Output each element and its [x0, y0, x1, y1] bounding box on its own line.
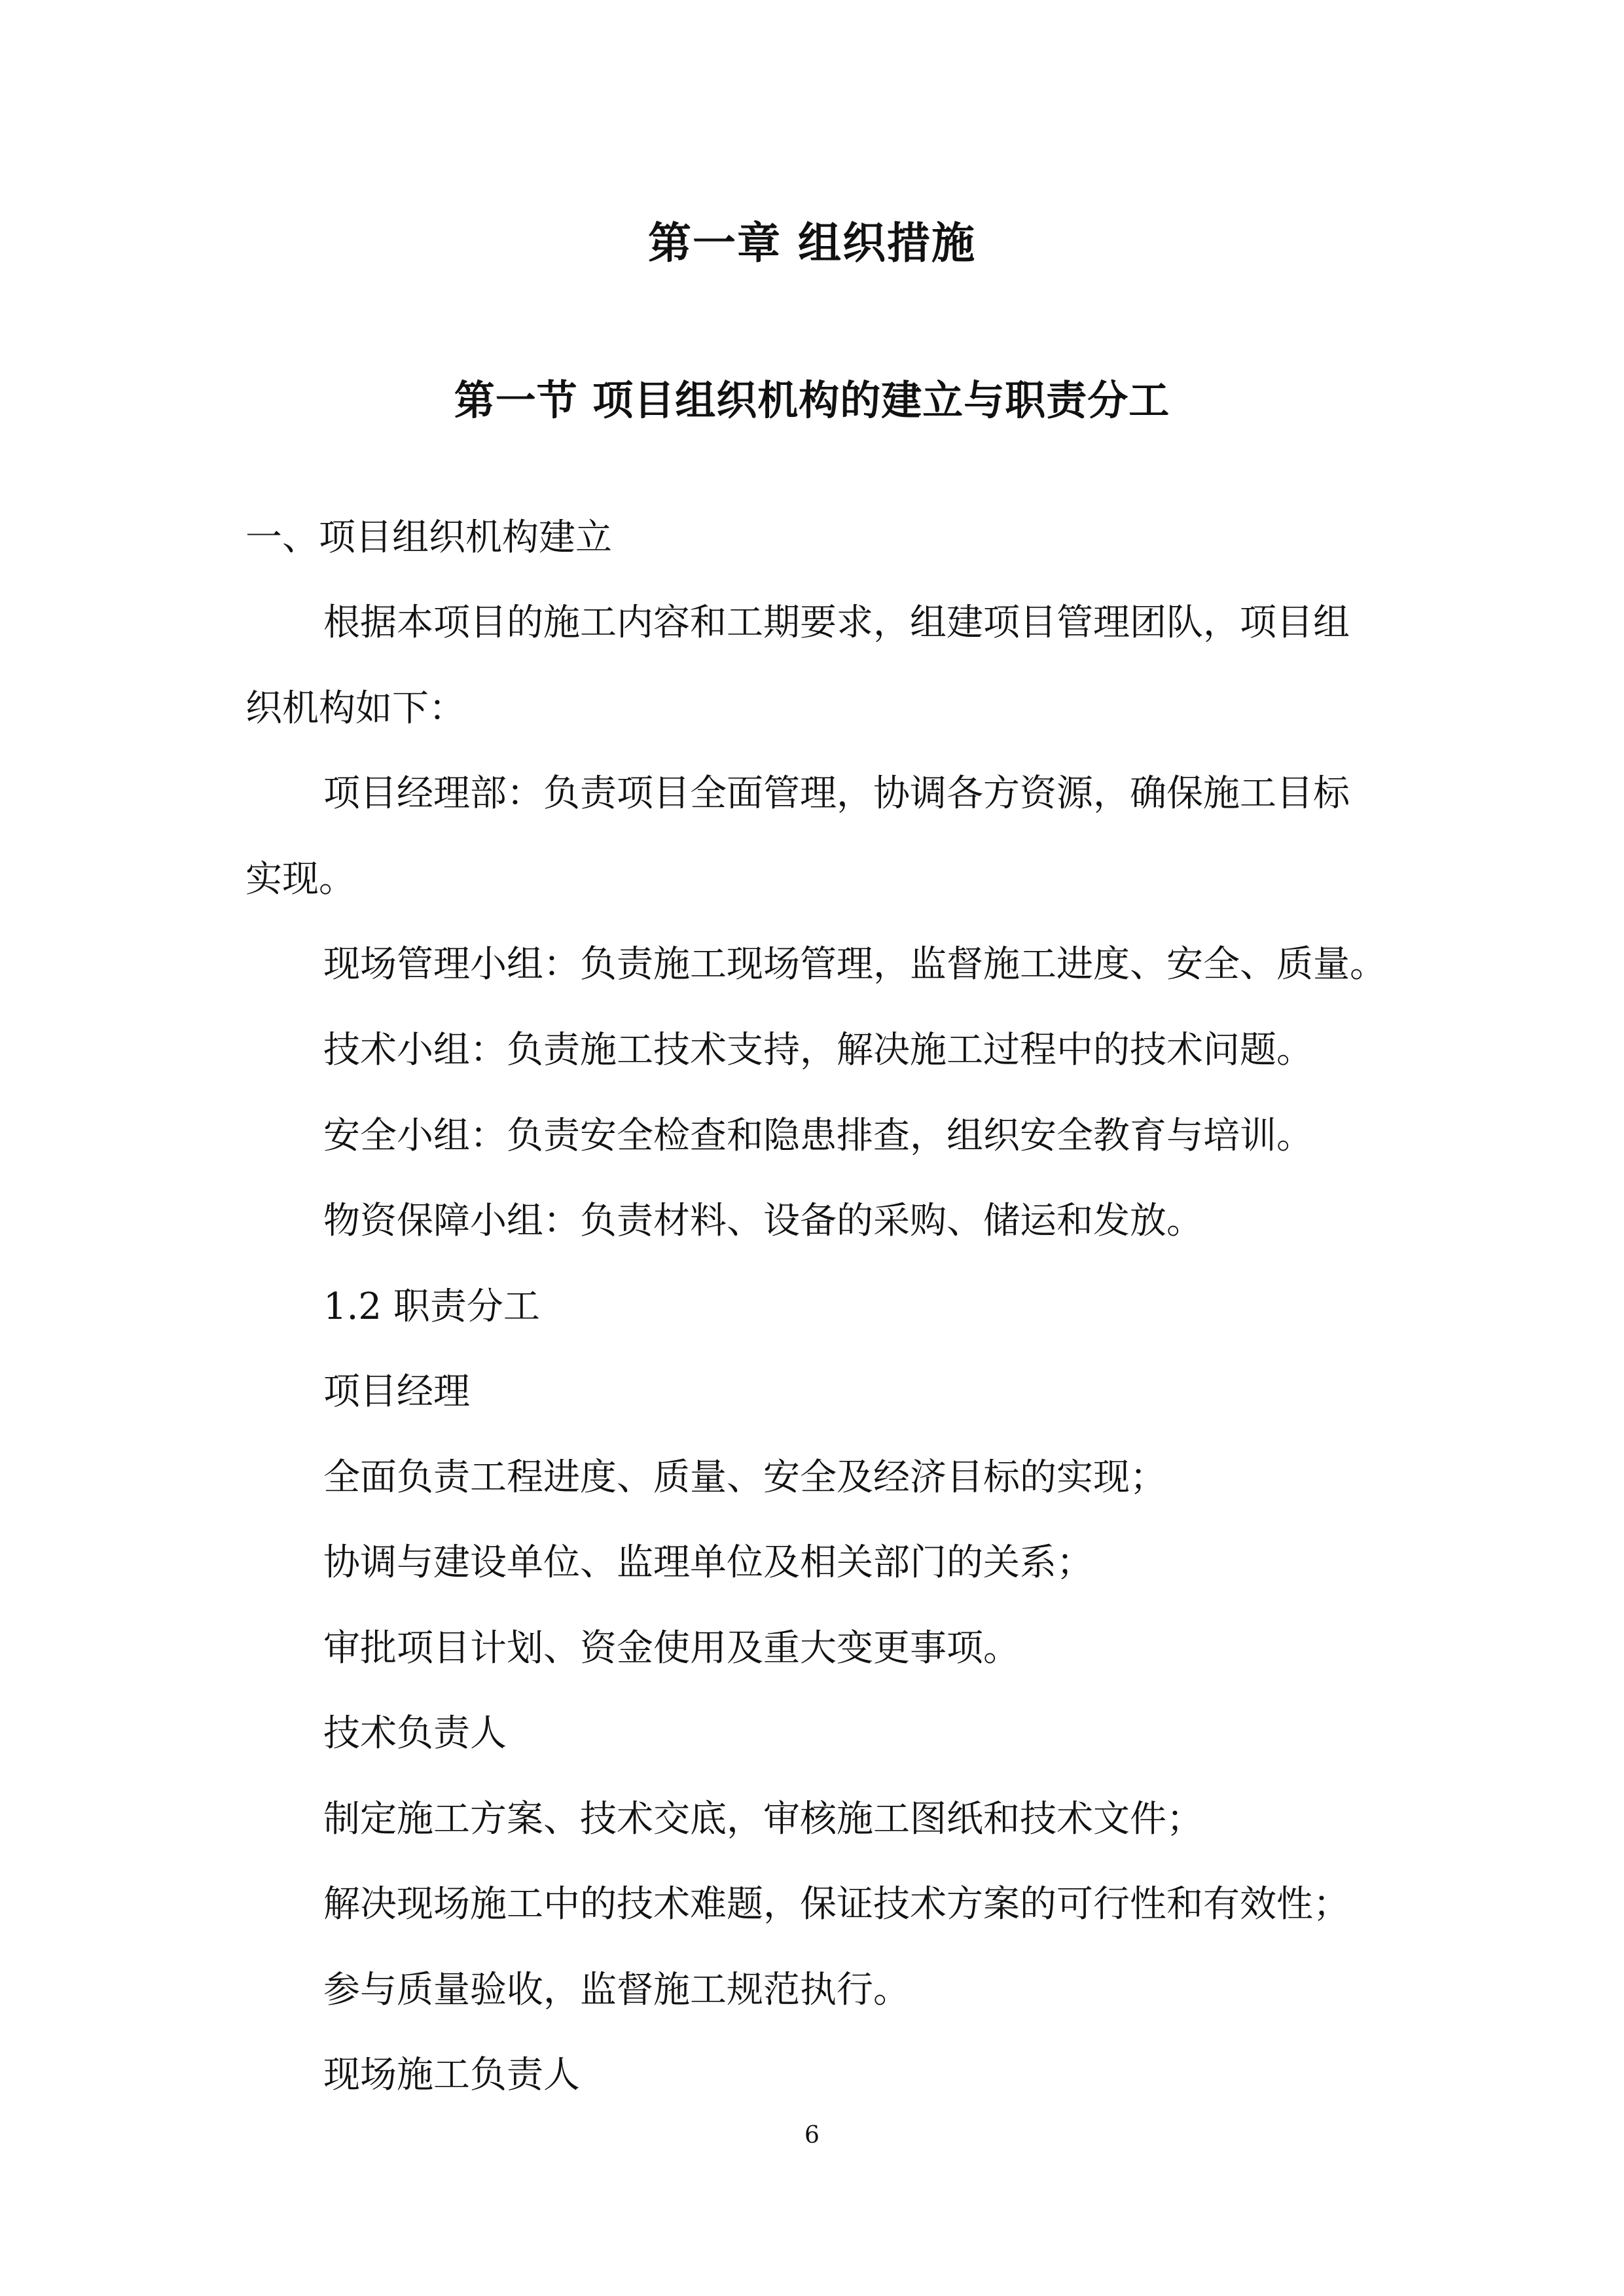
section-title: 第一节 项目组织机构的建立与职责分工: [454, 376, 1170, 424]
paragraph-tech-group: 技术小组：负责施工技术支持，解决施工过程中的技术问题。: [323, 1029, 1313, 1071]
chapter-title: 第一章 组织措施: [648, 217, 976, 268]
tech-duty-3: 参与质量验收，监督施工规范执行。: [323, 1969, 910, 2011]
role-tech-lead: 技术负责人: [323, 1712, 507, 1755]
paragraph-intro-line-1: 根据本项目的施工内容和工期要求，组建项目管理团队，项目组: [323, 601, 1350, 644]
paragraph-safety-group: 安全小组：负责安全检查和隐患排查，组织安全教育与培训。: [323, 1115, 1313, 1157]
paragraph-site-group: 现场管理小组：负责施工现场管理，监督施工进度、安全、质量。: [323, 943, 1386, 986]
paragraph-pm-dept-line-1: 项目经理部：负责项目全面管理，协调各方资源，确保施工目标: [323, 772, 1350, 815]
pm-duty-2: 协调与建设单位、监理单位及相关部门的关系；: [323, 1541, 1093, 1584]
page-number: 6: [804, 2122, 820, 2149]
heading-duty-division: 1.2 职责分工: [323, 1285, 540, 1328]
pm-duty-1: 全面负责工程进度、质量、安全及经济目标的实现；: [323, 1456, 1166, 1499]
paragraph-pm-dept-line-2: 实现。: [245, 858, 355, 901]
role-site-lead: 现场施工负责人: [323, 2054, 580, 2096]
paragraph-supply-group: 物资保障小组：负责材料、设备的采购、储运和发放。: [323, 1200, 1203, 1242]
heading-organization-setup: 一、项目组织机构建立: [245, 516, 612, 559]
pm-duty-3: 审批项目计划、资金使用及重大变更事项。: [323, 1627, 1020, 1670]
tech-duty-2: 解决现场施工中的技术难题，保证技术方案的可行性和有效性；: [323, 1883, 1350, 1926]
tech-duty-1: 制定施工方案、技术交底，审核施工图纸和技术文件；: [323, 1798, 1203, 1840]
role-project-manager: 项目经理: [323, 1371, 470, 1413]
paragraph-intro-line-2: 织机构如下：: [245, 687, 465, 730]
